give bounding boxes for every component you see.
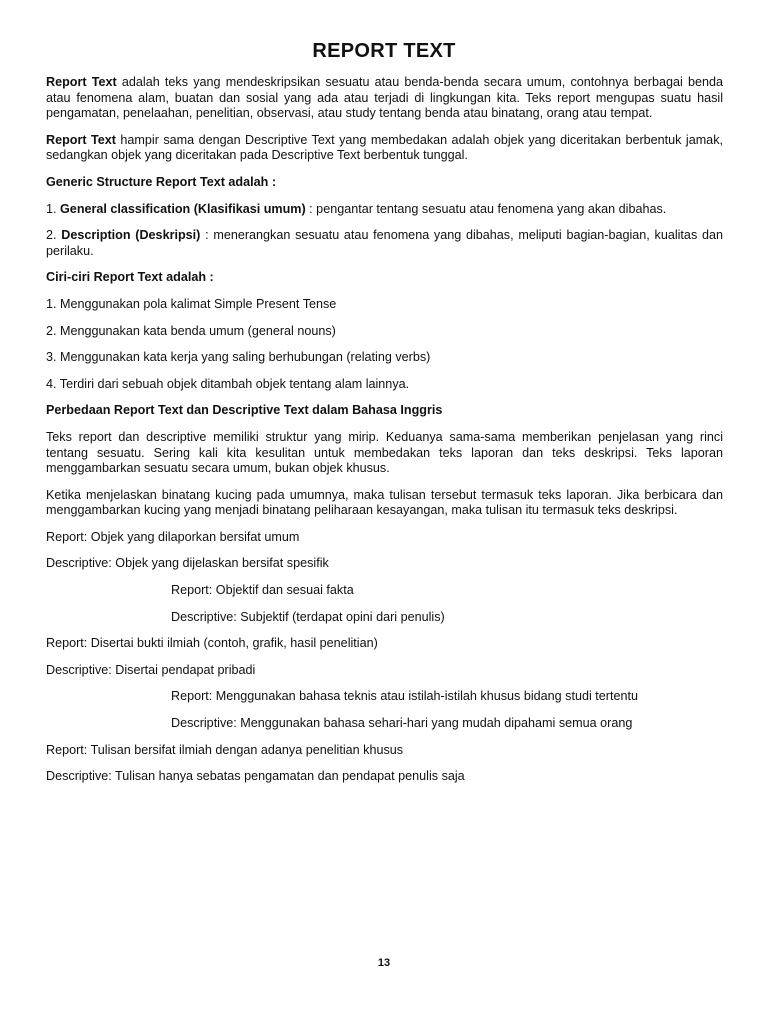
term-report-text: Report Text [46, 132, 116, 147]
structure-item-text: : pengantar tentang sesuatu atau fenomena yang akan dibahas. [305, 201, 667, 216]
comparison-report: Report: Objek yang dilaporkan bersifat umum [46, 529, 300, 544]
structure-item-term: General classification (Klasifikasi umum) [60, 201, 306, 216]
ciri-list-item: 1. Menggunakan pola kalimat Simple Present Tense [46, 296, 337, 311]
ciri-list-item: 4. Terdiri dari sebuah objek ditambah objek tentang alam lainnya. [46, 376, 410, 391]
comparison-report: Report: Objektif dan sesuai fakta [171, 583, 354, 598]
section-heading-structure: Generic Structure Report Text adalah : [46, 174, 277, 189]
perbedaan-paragraph-1: Teks report dan descriptive memiliki struktur yang mirip. Keduanya sama-sama memberikan penjelasan yang rinci tentang sesuatu. Sering kali kita kesulitan untuk membedakan teks laporan dan teks deskripsi. Teks laporan menggambarkan sesuatu secara umum, bukan objek khusus. [46, 429, 723, 476]
intro-paragraph-1 [46, 75, 723, 122]
comparison-descriptive: Descriptive: Objek yang dijelaskan bersifat spesifik [46, 556, 329, 571]
comparison-descriptive: Descriptive: Menggunakan bahasa sehari-hari yang mudah dipahami semua orang [171, 716, 633, 731]
comparison-descriptive: Descriptive: Subjektif (terdapat opini dari penulis) [171, 609, 445, 624]
intro-paragraph-2-text: hampir sama dengan Descriptive Text yang membedakan adalah objek yang diceritakan berbentuk jamak, sedangkan objek yang diceritakan pada Descriptive Text berbentuk tunggal. [46, 132, 723, 163]
page-number: 13 [377, 957, 391, 969]
structure-item [46, 228, 723, 259]
ciri-list-item: 2. Menggunakan kata benda umum (general nouns) [46, 323, 336, 338]
comparison-descriptive: Descriptive: Disertai pendapat pribadi [46, 662, 256, 677]
section-heading-perbedaan: Perbedaan Report Text dan Descriptive Text dalam Bahasa Inggris [46, 403, 443, 418]
structure-item-text: : menerangkan sesuatu atau fenomena yang dibahas, meliputi bagian-bagian, kualitas dan perilaku. [46, 228, 723, 258]
comparison-report: Report: Disertai bukti ilmiah (contoh, grafik, hasil penelitian) [46, 636, 378, 651]
comparison-report: Report: Tulisan bersifat ilmiah dengan adanya penelitian khusus [46, 742, 404, 757]
intro-paragraph-2 [46, 133, 723, 164]
perbedaan-paragraph-2: Ketika menjelaskan binatang kucing pada umumnya, maka tulisan tersebut termasuk teks laporan. Jika berbicara dan menggambarkan kucing yang menjadi binatang peliharaan kesayangan, maka tulisan itu termasuk teks deskripsi. [46, 487, 723, 518]
ciri-list-item: 3. Menggunakan kata kerja yang saling berhubungan (relating verbs) [46, 350, 431, 365]
structure-item-number: 1. [46, 201, 61, 216]
page-title: REPORT TEXT [312, 40, 456, 62]
comparison-descriptive: Descriptive: Tulisan hanya sebatas pengamatan dan pendapat penulis saja [46, 769, 465, 784]
term-report-text: Report Text [46, 75, 117, 89]
document-body [46, 75, 723, 796]
section-heading-ciri: Ciri-ciri Report Text adalah : [46, 270, 214, 285]
structure-item-number: 2. [46, 228, 62, 243]
intro-paragraph-1-text: adalah teks yang mendeskripsikan sesuatu atau benda-benda secara umum, contohnya berbagai benda atau fenomena alam, buatan dan sosial yang ada atau terjadi di lingkungan kita. Teks report mengupas suatu hasil pengamatan, penelaahan, penelitian, observasi, atau study tentang benda atau binatang, orang atau tempat. [46, 75, 723, 121]
comparison-report: Report: Menggunakan bahasa teknis atau istilah-istilah khusus bidang studi tertentu [171, 689, 638, 704]
structure-item-term: Description (Deskripsi) [61, 228, 201, 243]
structure-item [46, 202, 723, 218]
